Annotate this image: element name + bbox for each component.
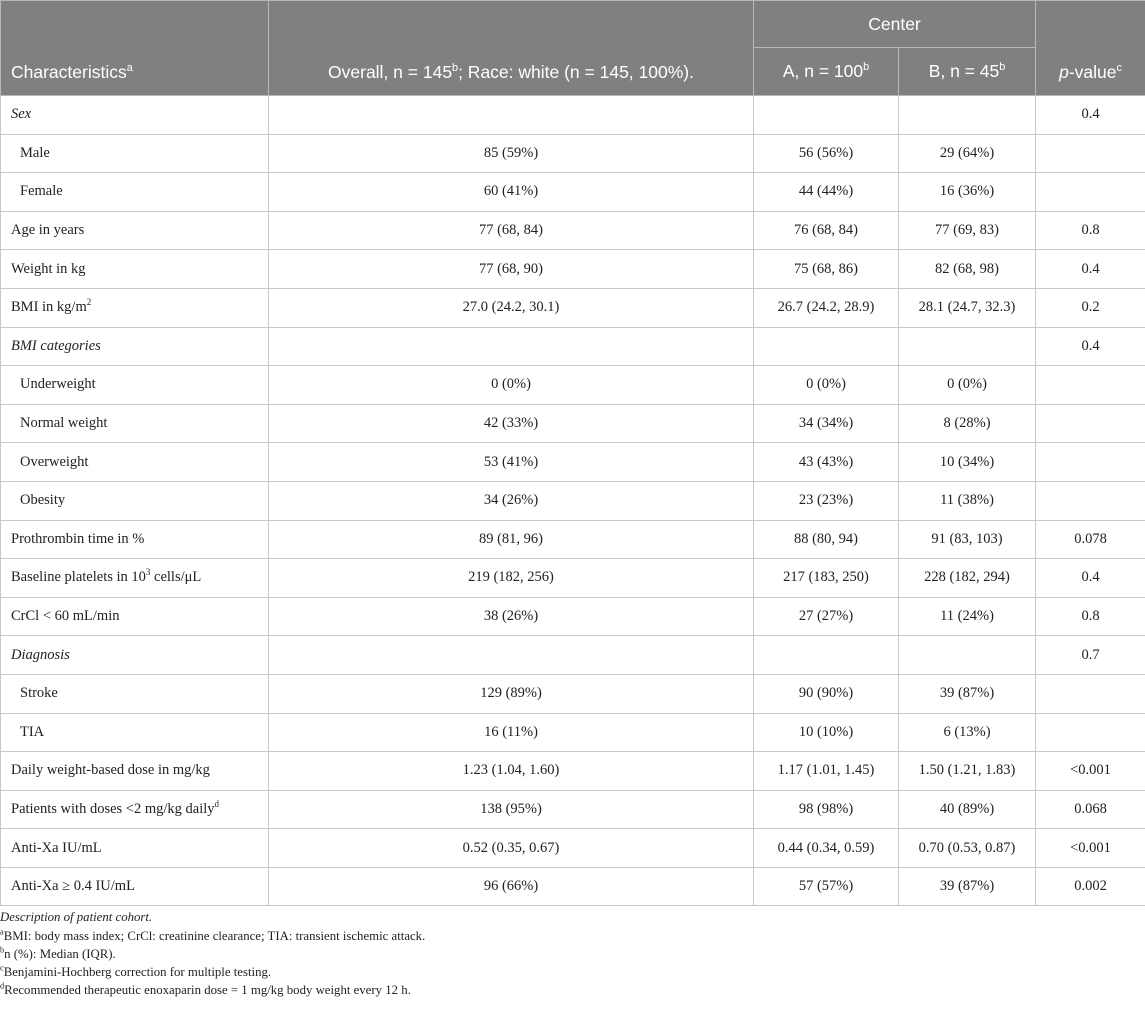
cell-overall — [269, 327, 754, 366]
cell-center-b: 228 (182, 294) — [899, 559, 1036, 598]
cell-overall: 77 (68, 84) — [269, 211, 754, 250]
table-header — [1, 1, 1145, 96]
table-row — [1, 559, 1145, 598]
cell-pvalue: 0.7 — [1036, 636, 1145, 675]
cell-pvalue — [1036, 404, 1145, 443]
row-label: Diagnosis — [1, 636, 269, 675]
cell-center-a: 23 (23%) — [754, 481, 899, 520]
cell-center-b: 8 (28%) — [899, 404, 1036, 443]
cell-overall: 53 (41%) — [269, 443, 754, 482]
row-label: Male — [1, 134, 269, 173]
cell-pvalue: 0.4 — [1036, 559, 1145, 598]
cell-pvalue: <0.001 — [1036, 829, 1145, 868]
header-characteristics: Characteristics$^a$ — [1, 1, 269, 96]
cell-pvalue: 0.4 — [1036, 327, 1145, 366]
table-row — [1, 520, 1145, 559]
cell-overall — [269, 636, 754, 675]
cell-overall: 85 (59%) — [269, 134, 754, 173]
row-label: TIA — [1, 713, 269, 752]
cell-center-a: 44 (44%) — [754, 173, 899, 212]
row-label: BMI categories — [1, 327, 269, 366]
row-label: Female — [1, 173, 269, 212]
footnote-a: $^a$BMI: body mass index; CrCl: creatinine clearance; TIA: transient ischemic attack. — [0, 927, 426, 943]
header-center-group: Center — [754, 1, 1036, 48]
row-label: Patients with doses <2 mg/kg daily$^d$ — [1, 790, 269, 829]
cell-center-a: 0.44 (0.34, 0.59) — [754, 829, 899, 868]
cell-center-b — [899, 327, 1036, 366]
cell-center-b: 82 (68, 98) — [899, 250, 1036, 289]
cell-center-b: 0.70 (0.53, 0.87) — [899, 829, 1036, 868]
cell-pvalue: <0.001 — [1036, 752, 1145, 791]
table-row — [1, 443, 1145, 482]
table-row — [1, 790, 1145, 829]
cell-pvalue: 0.078 — [1036, 520, 1145, 559]
cell-center-a: 1.17 (1.01, 1.45) — [754, 752, 899, 791]
cell-center-b: 1.50 (1.21, 1.83) — [899, 752, 1036, 791]
cell-center-a — [754, 96, 899, 135]
cell-center-b: 39 (87%) — [899, 867, 1036, 906]
cell-center-b: 10 (34%) — [899, 443, 1036, 482]
table-row — [1, 96, 1145, 135]
cell-center-b: 40 (89%) — [899, 790, 1036, 829]
cell-overall: 60 (41%) — [269, 173, 754, 212]
footnote-b: $^b$n (%): Median (IQR). — [0, 945, 116, 961]
table-caption: Description of patient cohort. — [0, 910, 153, 924]
cell-overall: 42 (33%) — [269, 404, 754, 443]
cell-pvalue: 0.4 — [1036, 250, 1145, 289]
cell-overall — [269, 96, 754, 135]
row-label: Anti-Xa ≥ 0.4 IU/mL — [1, 867, 269, 906]
footnote-d: $^d$Recommended therapeutic enoxaparin dose = 1 mg/kg body weight every 12 h. — [0, 981, 411, 997]
cell-center-b: 77 (69, 83) — [899, 211, 1036, 250]
cell-center-a: 98 (98%) — [754, 790, 899, 829]
cell-center-a: 57 (57%) — [754, 867, 899, 906]
row-label: Age in years — [1, 211, 269, 250]
row-label: Normal weight — [1, 404, 269, 443]
cell-overall: 89 (81, 96) — [269, 520, 754, 559]
cell-center-a: 76 (68, 84) — [754, 211, 899, 250]
cell-center-a: 217 (183, 250) — [754, 559, 899, 598]
cell-center-a: 26.7 (24.2, 28.9) — [754, 288, 899, 327]
cell-overall: 219 (182, 256) — [269, 559, 754, 598]
table-row — [1, 481, 1145, 520]
cell-center-a: 75 (68, 86) — [754, 250, 899, 289]
header-center-a: A, $n = 100^b$ — [754, 48, 899, 96]
cell-center-a: 10 (10%) — [754, 713, 899, 752]
row-label: BMI in $kg/m^2$ — [1, 288, 269, 327]
row-label: Sex — [1, 96, 269, 135]
cell-overall: 0 (0%) — [269, 366, 754, 405]
cell-overall: 138 (95%) — [269, 790, 754, 829]
row-label: Daily weight-based dose in mg/kg — [1, 752, 269, 791]
cell-overall: 129 (89%) — [269, 674, 754, 713]
cell-overall: 16 (11%) — [269, 713, 754, 752]
cell-center-b: 0 (0%) — [899, 366, 1036, 405]
row-label: Underweight — [1, 366, 269, 405]
cell-pvalue — [1036, 713, 1145, 752]
row-label: Baseline platelets in $10^3$ cells/μL — [1, 559, 269, 598]
cell-overall: 77 (68, 90) — [269, 250, 754, 289]
cell-center-b: 11 (38%) — [899, 481, 1036, 520]
cell-center-b — [899, 636, 1036, 675]
cell-center-a — [754, 327, 899, 366]
cell-overall: 96 (66%) — [269, 867, 754, 906]
row-label: Stroke — [1, 674, 269, 713]
cell-pvalue — [1036, 173, 1145, 212]
table-row — [1, 288, 1145, 327]
cell-pvalue: 0.2 — [1036, 288, 1145, 327]
table-row — [1, 752, 1145, 791]
table-row — [1, 674, 1145, 713]
cell-center-b — [899, 96, 1036, 135]
cell-center-b: 91 (83, 103) — [899, 520, 1036, 559]
cell-center-a: 27 (27%) — [754, 597, 899, 636]
cell-center-a: 34 (34%) — [754, 404, 899, 443]
header-pvalue: p-value$^c$ — [1036, 1, 1145, 96]
cell-center-a — [754, 636, 899, 675]
table-row — [1, 366, 1145, 405]
cell-center-a: 43 (43%) — [754, 443, 899, 482]
row-label: Weight in kg — [1, 250, 269, 289]
footnote-c: $^c$Benjamini-Hochberg correction for multiple testing. — [0, 963, 272, 979]
table-row — [1, 211, 1145, 250]
cell-pvalue — [1036, 134, 1145, 173]
table-row — [1, 250, 1145, 289]
cell-center-b: 39 (87%) — [899, 674, 1036, 713]
cell-overall: 38 (26%) — [269, 597, 754, 636]
table-row — [1, 134, 1145, 173]
cell-pvalue: 0.4 — [1036, 96, 1145, 135]
row-label: Overweight — [1, 443, 269, 482]
row-label: Anti-Xa IU/mL — [1, 829, 269, 868]
table-row — [1, 597, 1145, 636]
table-row — [1, 713, 1145, 752]
header-overall: Overall, $n = 145^b$; Race: white (n = 145, 100%). — [269, 1, 754, 96]
cell-center-b: 28.1 (24.7, 32.3) — [899, 288, 1036, 327]
cell-pvalue — [1036, 443, 1145, 482]
cell-overall: 1.23 (1.04, 1.60) — [269, 752, 754, 791]
cell-center-a: 90 (90%) — [754, 674, 899, 713]
table-row — [1, 867, 1145, 906]
cell-pvalue: 0.068 — [1036, 790, 1145, 829]
cell-overall: 34 (26%) — [269, 481, 754, 520]
table-row — [1, 829, 1145, 868]
cell-pvalue — [1036, 366, 1145, 405]
cell-overall: 27.0 (24.2, 30.1) — [269, 288, 754, 327]
cell-center-b: 16 (36%) — [899, 173, 1036, 212]
table-row — [1, 404, 1145, 443]
cell-center-a: 56 (56%) — [754, 134, 899, 173]
cell-center-a: 88 (80, 94) — [754, 520, 899, 559]
row-label: Obesity — [1, 481, 269, 520]
table-row — [1, 636, 1145, 675]
table-footnotes — [0, 908, 1145, 999]
cell-pvalue: 0.002 — [1036, 867, 1145, 906]
cell-center-a: 0 (0%) — [754, 366, 899, 405]
cell-center-b: 29 (64%) — [899, 134, 1036, 173]
header-center-b: B, $n = 45^b$ — [899, 48, 1036, 96]
table-row — [1, 173, 1145, 212]
cell-pvalue: 0.8 — [1036, 211, 1145, 250]
table-body — [1, 96, 1145, 906]
row-label: Prothrombin time in % — [1, 520, 269, 559]
cell-center-b: 6 (13%) — [899, 713, 1036, 752]
table-row — [1, 327, 1145, 366]
cell-pvalue: 0.8 — [1036, 597, 1145, 636]
cell-overall: 0.52 (0.35, 0.67) — [269, 829, 754, 868]
cell-pvalue — [1036, 481, 1145, 520]
cell-center-b: 11 (24%) — [899, 597, 1036, 636]
cell-pvalue — [1036, 674, 1145, 713]
row-label: CrCl < 60 mL/min — [1, 597, 269, 636]
